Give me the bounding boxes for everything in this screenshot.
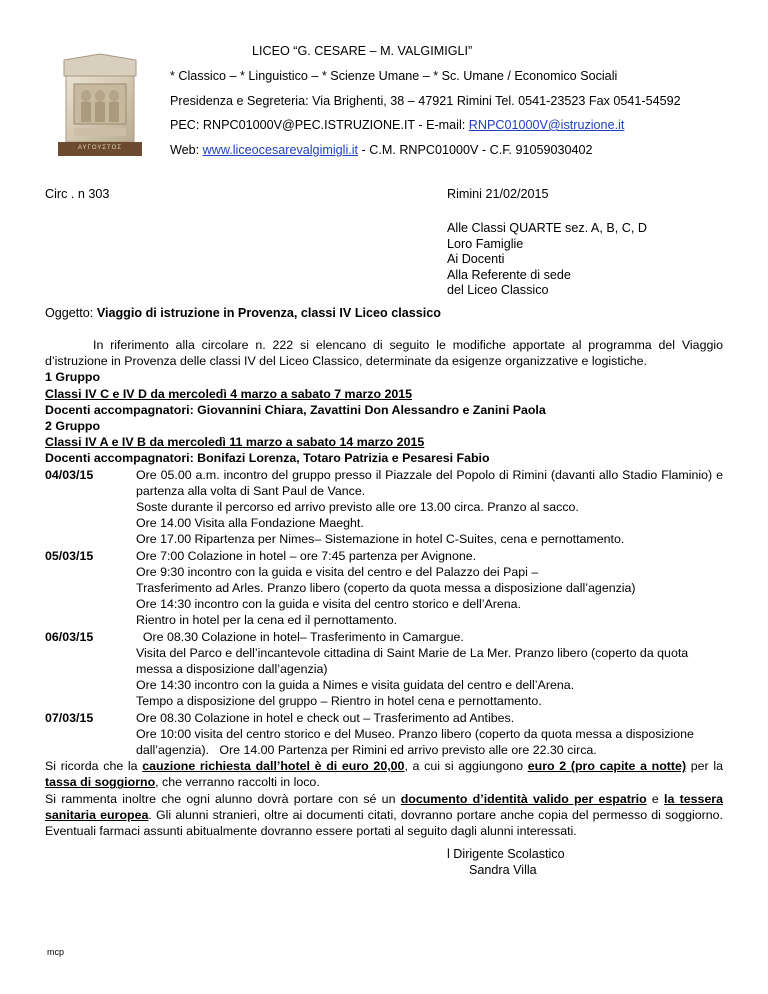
school-logo: [50, 52, 150, 162]
web-line: [170, 143, 593, 157]
schedule-line: Rientro in hotel per la cena ed il pernottamento.: [136, 613, 398, 628]
schedule-day: [45, 710, 723, 759]
schedule-date: 04/03/15: [45, 467, 94, 482]
group2-teachers: Docenti accompagnatori: Bonifazi Lorenza, Totaro Patrizia e Pesaresi Fabio: [45, 451, 490, 466]
schedule-date: 05/03/15: [45, 548, 94, 563]
schedule-line: Trasferimento ad Arles. Pranzo libero (coperto da quota messa a disposizione dall’agenzia): [136, 581, 636, 596]
schedule-line: Ore 05.00 a.m. incontro del gruppo presso il Piazzale del Popolo di Rimini (davanti allo Stadio Flaminio) e partenza alla volta di Sant Paul de Vance.: [136, 467, 723, 498]
schedule-line: Ore 9:30 incontro con la guida e visita del centro e del Palazzo dei Papi –: [136, 564, 539, 579]
note-text: , a cui si aggiungono: [404, 759, 528, 774]
recipient-line: Alla Referente di sede: [447, 267, 571, 282]
subject-label: Oggetto:: [45, 306, 97, 320]
web-prefix: Web:: [170, 143, 203, 157]
footer-initials: mcp: [47, 947, 65, 957]
signature-block: [447, 846, 565, 878]
schedule-day: [45, 548, 723, 629]
subject-line: [45, 306, 441, 320]
deposit-note: [45, 758, 723, 790]
email-link[interactable]: RNPC01000V@istruzione.it: [468, 118, 625, 132]
place-date: Rimini 21/02/2015: [447, 187, 549, 201]
recipient-line: Alle Classi QUARTE sez. A, B, C, D: [447, 221, 647, 235]
schedule-line: Ore 14.00 Visita alla Fondazione Maeght.: [136, 516, 364, 531]
school-address: Presidenza e Segreteria: Via Brighenti, 38 – 47921 Rimini Tel. 0541-23523 Fax 0541-54592: [170, 94, 681, 108]
subject-text: Viaggio di istruzione in Provenza, classi IV Liceo classico: [96, 306, 441, 320]
schedule-line: Visita del Parco e dell’incantevole cittadina di Saint Marie de La Mer. Pranzo libero (coperto da quota messa a disposizione dall’agenzia): [136, 645, 689, 677]
signature-name: Sandra Villa: [469, 863, 537, 877]
health-card: la tessera sanitaria europea: [45, 791, 724, 822]
note-text: Si ricorda che la: [45, 759, 143, 774]
tax-label: tassa di soggiorno: [45, 775, 156, 790]
schedule-line: Ore 14:30 incontro con la guida e visita del centro storico e dell’Arena.: [136, 597, 522, 612]
group1-classes: Classi IV C e IV D da mercoledì 4 marzo a sabato 7 marzo 2015: [45, 386, 413, 401]
circular-body: [45, 337, 723, 839]
note-text: Si rammenta inoltre che ogni alunno dovrà portare con sé un: [45, 791, 401, 806]
note-text: e: [646, 791, 665, 806]
website-link[interactable]: www.liceocesarevalgimigli.it: [202, 143, 359, 157]
recipient-line: Ai Docenti: [447, 252, 505, 266]
signature-role: l Dirigente Scolastico: [447, 847, 565, 861]
schedule-line: Tempo a disposizione del gruppo – Rientro in hotel cena e pernottamento.: [136, 694, 542, 709]
deposit-amount: cauzione richiesta dall’hotel è di euro 20,00: [142, 759, 405, 774]
schedule-date: 07/03/15: [45, 710, 94, 725]
documents-note: [45, 791, 723, 840]
circular-number: Circ . n 303: [45, 187, 110, 201]
recipient-line: Loro Famiglie: [447, 236, 524, 251]
pec-text: PEC: RNPC01000V@PEC.ISTRUZIONE.IT - E-mail:: [170, 118, 469, 132]
codes-text: - C.M. RNPC01000V - C.F. 91059030402: [358, 143, 593, 157]
intro-paragraph: In riferimento alla circolare n. 222 si elencano di seguito le modifiche apportate al programma del Viaggio d’istruzione in Provenza delle classi IV del Liceo Classico, determinate da esigenze organizzative e logistiche.: [45, 338, 723, 369]
recipients: [447, 221, 647, 299]
school-name: LICEO “G. CESARE – M. VALGIMIGLI”: [252, 44, 473, 58]
note-text: , che verranno raccolti in loco.: [155, 775, 320, 790]
group2-title: 2 Gruppo: [45, 419, 101, 434]
schedule-day: [45, 467, 723, 548]
note-text: . Gli alunni stranieri, oltre ai documenti citati, dovranno portare anche copia del permesso di soggiorno. Eventuali farmaci assunti abitualmente dovranno essere portati al seguito dagli alunni interessati.: [45, 807, 723, 839]
schedule-line: Ore 7:00 Colazione in hotel – ore 7:45 partenza per Avignone.: [136, 548, 477, 563]
group2-classes: Classi IV A e IV B da mercoledì 11 marzo a sabato 14 marzo 2015: [45, 435, 425, 450]
logo-caption: ΑΥΓΟΥΣΤΟΣ: [78, 145, 122, 151]
schedule-line: Ore 17.00 Ripartenza per Nimes– Sistemazione in hotel C-Suites, cena e pernottamento.: [136, 532, 625, 547]
school-courses: * Classico – * Linguistico – * Scienze Umane – * Sc. Umane / Economico Sociali: [170, 69, 618, 83]
group1-title: 1 Gruppo: [45, 370, 101, 385]
id-document: documento d’identità valido per espatrio: [400, 791, 647, 806]
recipient-line: del Liceo Classico: [447, 283, 549, 297]
schedule-line: Ore 08.30 Colazione in hotel e check out – Trasferimento ad Antibes.: [136, 710, 515, 725]
schedule-day: [45, 629, 723, 710]
schedule-line: Ore 14:30 incontro con la guida a Nimes e visita guidata del centro e dell’Arena.: [136, 678, 575, 693]
note-text: per la: [686, 759, 723, 774]
schedule-line: Ore 08.30 Colazione in hotel– Trasferimento in Camargue.: [136, 629, 464, 644]
schedule-date: 06/03/15: [45, 629, 94, 644]
schedule-line: Soste durante il percorso ed arrivo previsto alle ore 13.00 circa. Pranzo al sacco.: [136, 500, 579, 515]
contact-line: [170, 118, 624, 132]
schedule-line: Ore 10:00 visita del centro storico e del Museo. Pranzo libero (coperto da quota messa a disposizione dall’agenzia). Ore 14.00 Partenza per Rimini ed arrivo previsto alle ore 22.30 circa.: [136, 726, 698, 758]
group1-teachers: Docenti accompagnatori: Giovannini Chiara, Zavattini Don Alessandro e Zanini Paola: [45, 402, 546, 417]
tax-amount: euro 2 (pro capite a notte): [527, 759, 687, 774]
